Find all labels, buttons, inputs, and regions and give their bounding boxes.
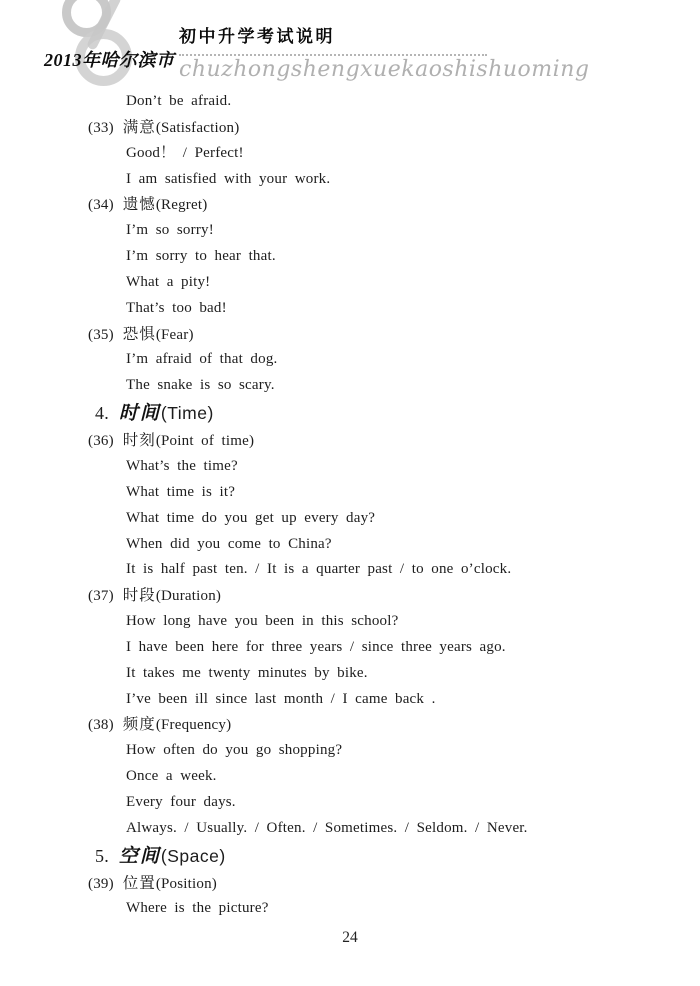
edition-label: 2013年哈尔滨市 <box>44 50 175 70</box>
item-number: (37) <box>88 588 114 605</box>
title-block <box>179 22 590 82</box>
label-chinese: 位置 <box>122 874 156 892</box>
sentence-line: It is half past ten. / It is a quarter past / to one o’clock. <box>126 561 512 578</box>
sentence-line: What’s the time? <box>126 457 238 474</box>
booklet-title: 初中升学考试说明 <box>179 27 335 46</box>
label-english: (Space) <box>160 845 226 866</box>
label-chinese: 遗憾 <box>122 196 156 214</box>
item-number: 4. <box>95 403 109 424</box>
sentence-line: When did you come to China? <box>126 535 332 552</box>
label-english: (Regret) <box>155 197 208 214</box>
sentence-line: Good！ / Perfect! <box>126 144 244 161</box>
label-chinese: 空间 <box>118 845 161 867</box>
label-chinese: 时刻 <box>122 432 156 450</box>
page-header <box>0 0 700 90</box>
sentence-line: How long have you been in this school? <box>126 613 399 630</box>
item-number: 5. <box>95 845 109 866</box>
page-number: 24 <box>342 929 358 946</box>
label-chinese: 时段 <box>122 587 156 605</box>
sentence-line: Where is the picture? <box>126 900 269 917</box>
sentence-line: What time do you get up every day? <box>126 509 376 526</box>
label-chinese: 时间 <box>118 403 161 425</box>
sentence-line: It takes me twenty minutes by bike. <box>126 664 368 681</box>
sentence-line: What time is it? <box>126 483 236 500</box>
sentence-line: I have been here for three years / since three years ago. <box>126 638 506 655</box>
item-number: (35) <box>88 326 114 343</box>
sentence-line: I’m afraid of that dog. <box>126 351 278 368</box>
dotted-divider <box>179 54 487 56</box>
numbered-item-heading <box>0 712 700 738</box>
numbered-item-heading <box>0 428 700 454</box>
sentence-line: That’s too bad! <box>126 299 227 316</box>
page-content <box>0 89 700 922</box>
section-heading <box>0 399 700 428</box>
numbered-item-heading <box>0 192 700 218</box>
label-english: (Satisfaction) <box>155 119 240 136</box>
label-chinese: 频度 <box>122 716 156 734</box>
label-english: (Frequency) <box>155 717 232 734</box>
sentence-line: Every four days. <box>126 793 236 810</box>
numbered-item-heading <box>0 115 700 141</box>
sentence-line: Don’t be afraid. <box>126 93 232 109</box>
label-chinese: 恐惧 <box>122 325 156 343</box>
sentence-line: I am satisfied with your work. <box>126 170 331 187</box>
numbered-item-heading <box>0 322 700 348</box>
sentence-line: Once a week. <box>126 768 217 785</box>
label-english: (Position) <box>155 875 217 892</box>
item-number: (39) <box>88 875 114 892</box>
numbered-item-heading <box>0 583 700 609</box>
sentence-line: How often do you go shopping? <box>126 742 343 759</box>
item-number: (34) <box>88 197 114 214</box>
booklet-title-pinyin: chuzhongshengxuekaoshishuoming <box>179 57 590 82</box>
sentence-line: I’ve been ill since last month / I came back . <box>126 690 436 707</box>
item-number: (36) <box>88 433 114 450</box>
sentence-line: Always. / Usually. / Often. / Sometimes. / Seldom. / Never. <box>126 819 528 836</box>
label-chinese: 满意 <box>122 118 156 136</box>
label-english: (Fear) <box>155 326 194 343</box>
sentence-line: The snake is so scary. <box>126 377 275 394</box>
item-number: (38) <box>88 717 114 734</box>
sentence-line: What a pity! <box>126 273 211 290</box>
section-heading <box>0 842 700 871</box>
sentence-line: I’m sorry to hear that. <box>126 248 276 265</box>
label-english: (Point of time) <box>155 433 255 450</box>
sentence-line: I’m so sorry! <box>126 222 214 239</box>
item-number: (33) <box>88 119 114 136</box>
label-english: (Duration) <box>155 588 222 605</box>
numbered-item-heading <box>0 871 700 897</box>
label-english: (Time) <box>160 403 214 424</box>
